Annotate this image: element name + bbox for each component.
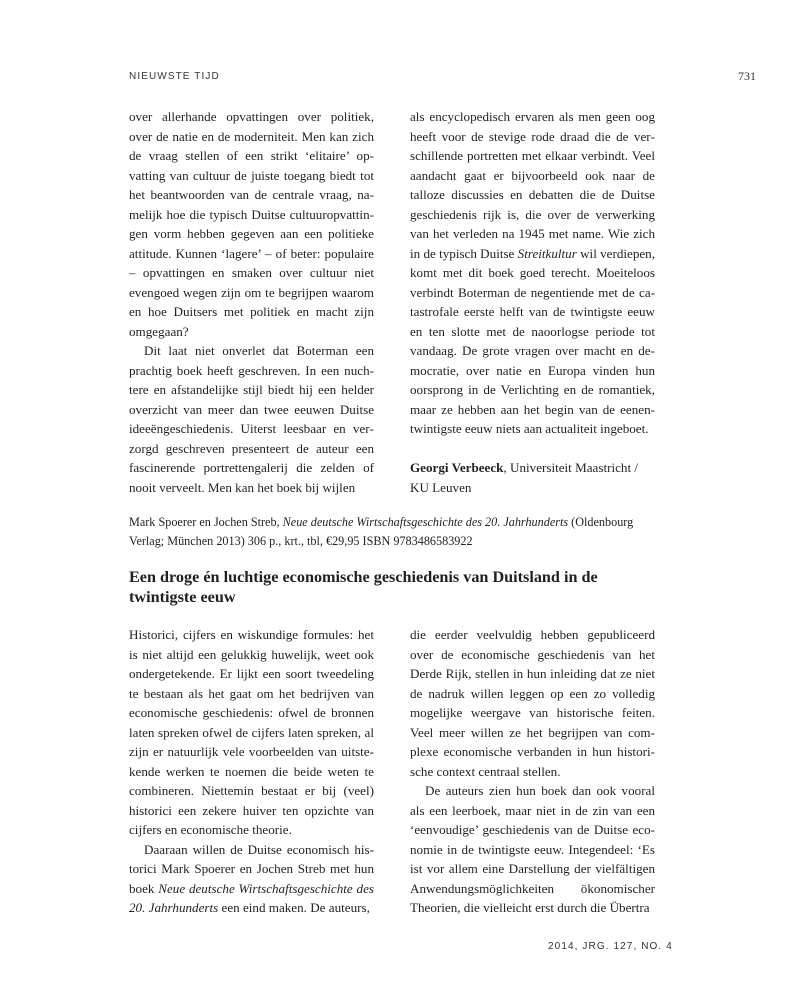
paragraph: Historici, cijfers en wiskundige formules: het is niet altijd een gelukkig huwelijk, weet ook ondergetekende. Er lijkt een soort tweedeling te bestaan als het gaat om het bedrijven van economische geschiedenis: ofwel de bronnen laten spreken ofwel de cijfers laten spreken, al zijn er natuurlijk vele voorbeelden van uitstekende werken te noemen die beide weten te combineren. Niettemin bestaat er bij (veel) historici een zekere huiver ten opzichte van cijfers en economische theorie. [129, 627, 374, 837]
paragraph [129, 840, 374, 918]
running-head: NIEUWSTE TIJD [129, 71, 220, 82]
text-span: Daaraan willen de Duitse economisch historici Mark Spoerer en Jochen Streb met hun boek [129, 841, 374, 896]
citation-authors: Mark Spoerer en Jochen Streb, [129, 515, 283, 529]
book-citation [129, 513, 659, 551]
new-review-right-column [410, 625, 655, 918]
paragraph [410, 107, 655, 439]
reviewer-name: Georgi Verbeeck [410, 460, 504, 475]
paragraph: De auteurs zien hun boek dan ook vooral als een leerboek, maar niet in de zin van een ‘eenvoudige’ geschiedenis van de Duitse economie in de twintigste eeuw. Integendeel: ‘Es ist vor allem eine Darstellung der vielfältigen Anwendungsmöglichkeiten ökonomischer Theorien, die vielleicht erst durch die Übertra [410, 783, 655, 915]
previous-review-right-column [410, 107, 655, 497]
reviewer-affiliation: , Universiteit Maastricht / KU Leuven [410, 460, 638, 495]
italic-term: Streitkultur [517, 245, 577, 261]
italic-book-title: Neue deutsche Wirtschaftsgeschichte des 20. Jahrhunderts [129, 880, 374, 915]
text-span: als encyclopedisch ervaren als men geen oog heeft voor de stevige rode draad die de verschillende portretten met elkaar verbindt. Veel aandacht gaat er bijvoorbeeld ook naar de talloze discussies en debatten die de Duitse geschiedenis rijk is, die over de verwerking van het verleden na 1945 met name. Wie zich in de typisch Duitse [410, 109, 655, 261]
citation-publication: (Oldenbourg Verlag; München 2013) 306 p., krt., tbl, €29,95 ISBN 9783486583922 [129, 515, 634, 548]
paragraph: die eerder veelvuldig hebben gepubliceerd over de economische geschiedenis van het Derde Rijk, stellen in hun inleiding dat ze niet de nadruk willen leggen op een zo volledig mogelijke weergave van historische feiten. Veel meer willen ze het begrijpen van complexe economische verbanden in hun historische context centraal stellen. [410, 627, 655, 779]
reviewer-signature [410, 458, 655, 497]
previous-review-left-column [129, 107, 374, 497]
page-number: 731 [738, 69, 756, 83]
new-review-left-column [129, 625, 374, 918]
paragraph: Dit laat niet onverlet dat Boterman een prachtig boek heeft geschreven. In een nuchtere en afstandelijke stijl biedt hij een helder overzicht van meer dan twee eeuwen Duitse ideeëngeschiedenis. Uiterst leesbaar en verzorgd geschreven presenteert de auteur een fascinerende portrettengalerij die zelden of nooit verveelt. Men kan het boek bij wijlen [129, 343, 374, 495]
citation-book-title: Neue deutsche Wirtschaftsgeschichte des 20. Jahrhunderts [282, 515, 569, 529]
review-title: Een droge én luchtige economische geschiedenis van Duitsland in de twintigste eeuw [129, 568, 598, 606]
text-span: wil verdiepen, komt met dit boek goed terecht. Moeiteloos verbindt Boterman de negentiende met de catastrofale eerste helft van de twintigste eeuw en ten slotte met de naoorlogse periode tot vandaag. De grote vragen over macht en democratie, over natie en Europa vinden hun oorsprong in de Verlichting en de romantiek, maar ze hebben aan het begin van de eenentwintigste eeuw niets aan actualiteit ingeboet. [410, 245, 656, 436]
text-span: een eind maken. De auteurs, [218, 900, 370, 915]
issue-footer: 2014, JRG. 127, NO. 4 [548, 941, 673, 952]
paragraph: over allerhande opvattingen over politiek, over de natie en de moderniteit. Men kan zich de vraag stellen of een strikt ‘elitaire’ opvatting van cultuur de juiste toegang biedt tot het beantwoorden van de centrale vraag, namelijk hoe die typisch Duitse cultuuropvattingen vorm hebben gegeven aan een politieke attitude. Kunnen ‘lagere’ – of beter: populaire – opvattingen en smaken over cultuur niet evengoed wegen zijn om te begrijpen waarom en hoe Duitsers met politiek en macht zijn omgegaan? [129, 109, 374, 339]
